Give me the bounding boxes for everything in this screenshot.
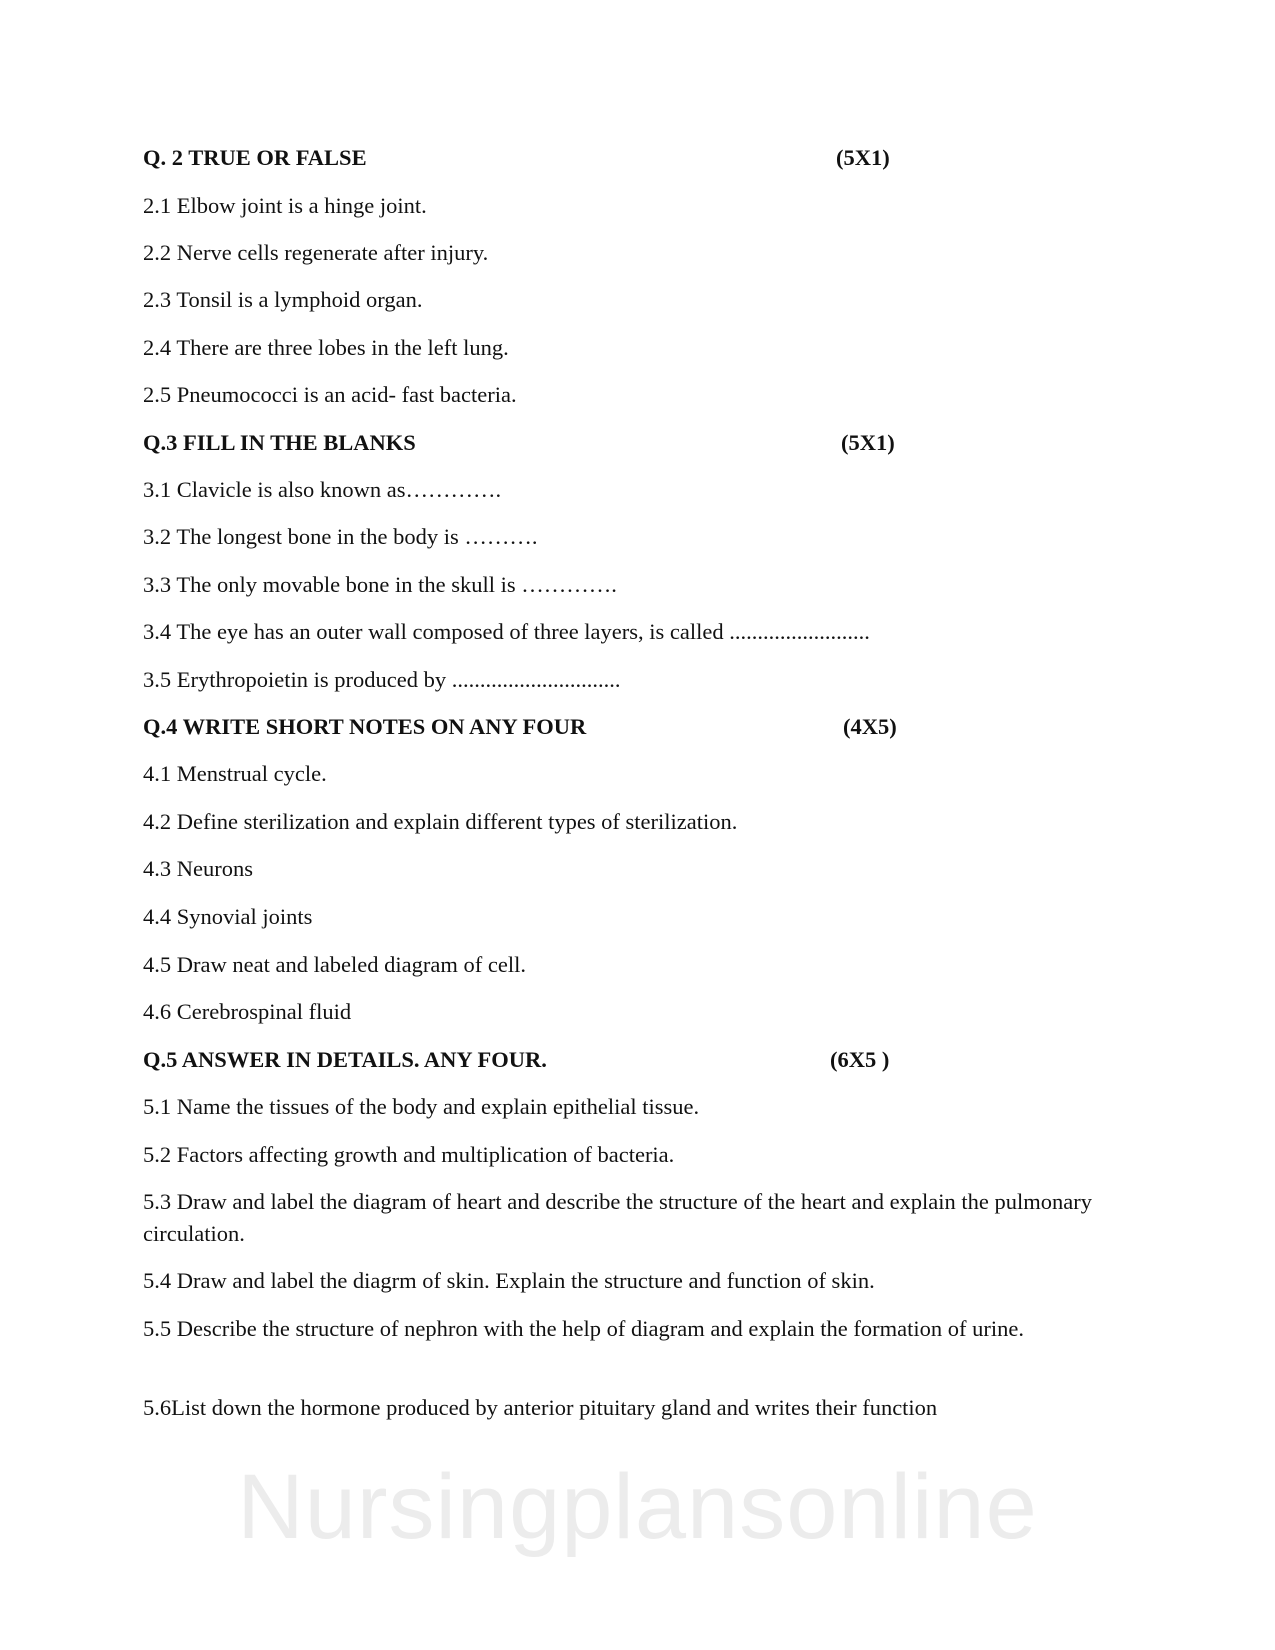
section-heading: Q.3 FILL IN THE BLANKS [143, 430, 416, 455]
section-heading: Q. 2 TRUE OR FALSE [143, 145, 367, 170]
question-item: 3.1 Clavicle is also known as…………. [143, 477, 502, 502]
question-item: 5.1 Name the tissues of the body and explain epithelial tissue. [143, 1094, 700, 1119]
question-item: 5.3 Draw and label the diagram of heart and describe the structure of the heart and explain the pulmonary circulation. [143, 1189, 1093, 1246]
watermark: Nursingplansonline [237, 1456, 1038, 1558]
question-item: 5.5 Describe the structure of nephron with the help of diagram and explain the formation of urine. [143, 1316, 1024, 1341]
question-item: 5.2 Factors affecting growth and multiplication of bacteria. [143, 1142, 675, 1167]
section-marks: (5X1) [841, 430, 895, 455]
question-item: 3.4 The eye has an outer wall composed of three layers, is called ......................... [143, 619, 870, 644]
question-item: 3.2 The longest bone in the body is ………. [143, 524, 538, 549]
question-item: 4.2 Define sterilization and explain different types of sterilization. [143, 809, 738, 834]
question-item: 4.3 Neurons [143, 856, 253, 881]
question-item: 5.4 Draw and label the diagrm of skin. Explain the structure and function of skin. [143, 1268, 875, 1293]
section-marks: (4X5) [843, 714, 897, 739]
question-item: 4.1 Menstrual cycle. [143, 761, 327, 786]
question-item: 4.6 Cerebrospinal fluid [143, 999, 352, 1024]
question-item: 4.5 Draw neat and labeled diagram of cell. [143, 952, 526, 977]
question-item: 5.6List down the hormone produced by anterior pituitary gland and writes their function [143, 1395, 938, 1420]
question-item: 4.4 Synovial joints [143, 904, 313, 929]
section-heading: Q.5 ANSWER IN DETAILS. ANY FOUR. [143, 1047, 547, 1072]
question-item: 2.5 Pneumococci is an acid- fast bacteria. [143, 382, 517, 407]
question-item: 2.4 There are three lobes in the left lung. [143, 335, 509, 360]
section-heading: Q.4 WRITE SHORT NOTES ON ANY FOUR [143, 714, 587, 739]
question-item: 2.3 Tonsil is a lymphoid organ. [143, 287, 423, 312]
section-marks: (6X5 ) [830, 1047, 890, 1072]
question-item: 3.3 The only movable bone in the skull is …………. [143, 572, 617, 597]
question-item: 2.1 Elbow joint is a hinge joint. [143, 193, 427, 218]
question-item: 3.5 Erythropoietin is produced by .............................. [143, 667, 621, 692]
section-marks: (5X1) [836, 145, 890, 170]
question-item: 2.2 Nerve cells regenerate after injury. [143, 240, 489, 265]
